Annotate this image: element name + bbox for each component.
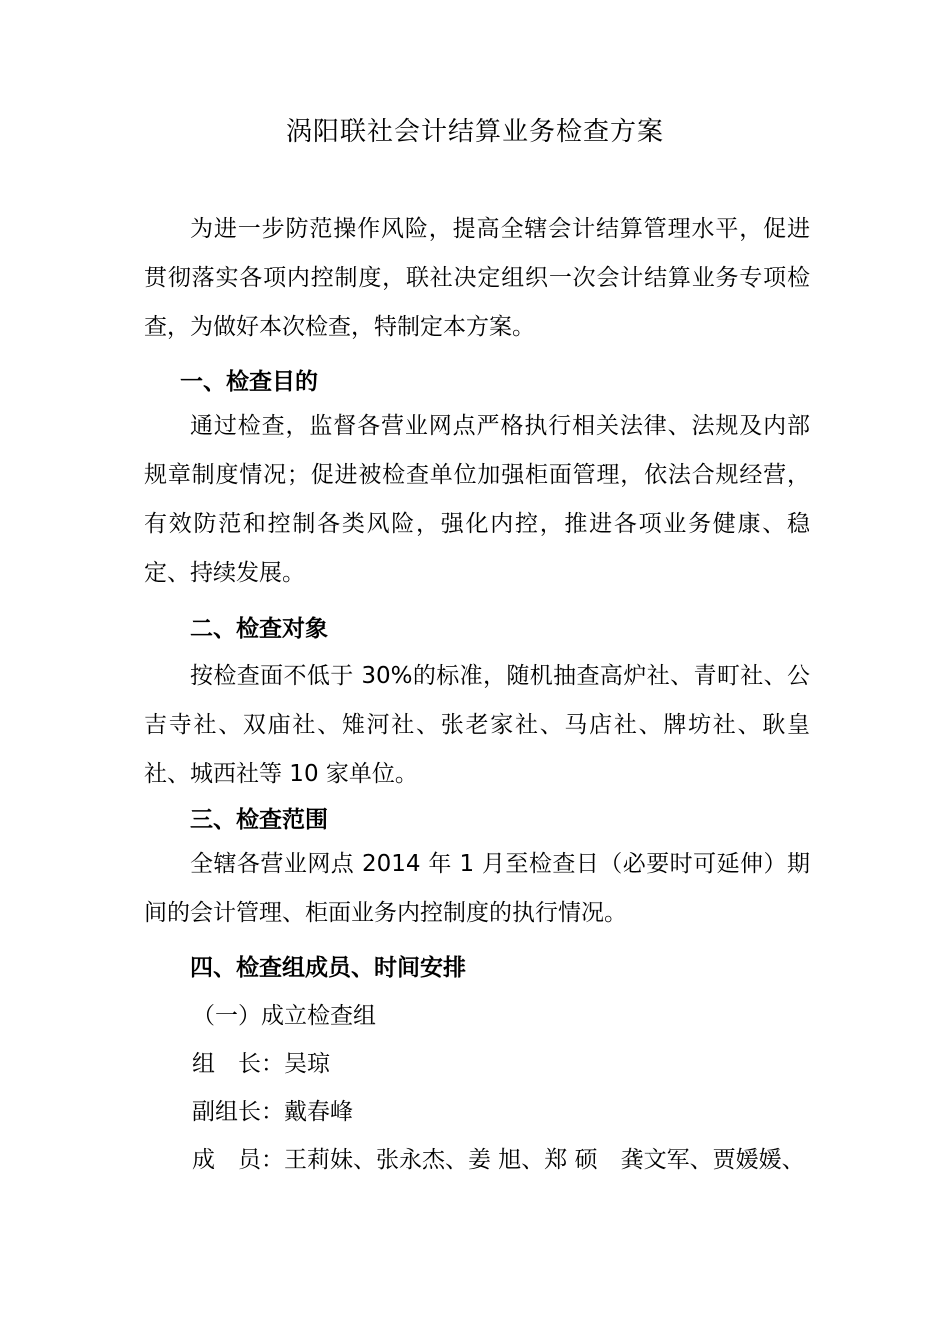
member-role-deputy: 副组长： bbox=[192, 1099, 284, 1125]
member-line-deputy bbox=[192, 1094, 812, 1130]
subheading-form-team: （一）成立检查组 bbox=[192, 1003, 376, 1029]
member-role-leader: 组 长： bbox=[192, 1051, 284, 1077]
section-heading-scope: 三、检查范围 bbox=[190, 807, 328, 833]
member-line-leader bbox=[192, 1046, 812, 1082]
member-names-members: 王莉妹、张永杰、姜 旭、郑 硕 龚文军、贾媛媛、 bbox=[284, 1147, 805, 1173]
document-title: 涡阳联社会计结算业务检查方案 bbox=[285, 117, 664, 147]
member-names-deputy: 戴春峰 bbox=[284, 1099, 353, 1125]
section-body-scope: 全辖各营业网点 2014 年 1 月至检查日（必要时可延伸）期间的会计管理、柜面业务内控制度的执行情况。 bbox=[144, 851, 810, 926]
member-line-members bbox=[192, 1142, 812, 1178]
intro-paragraph: 为进一步防范操作风险，提高全辖会计结算管理水平，促进贯彻落实各项内控制度，联社决定组织一次会计结算业务专项检查，为做好本次检查，特制定本方案。 bbox=[144, 216, 810, 340]
section-body-purpose: 通过检查，监督各营业网点严格执行相关法律、法规及内部规章制度情况；促进被检查单位加强柜面管理，依法合规经营，有效防范和控制各类风险，强化内控，推进各项业务健康、稳定、持续发展。 bbox=[144, 413, 810, 586]
member-role-members: 成 员： bbox=[192, 1147, 284, 1173]
section-heading-targets: 二、检查对象 bbox=[190, 616, 328, 642]
section-body-targets: 按检查面不低于 30%的标准，随机抽查高炉社、青町社、公吉寺社、双庙社、雉河社、张老家社、马店社、牌坊社、耿皇社、城西社等 10 家单位。 bbox=[144, 663, 810, 787]
section-heading-team-schedule: 四、检查组成员、时间安排 bbox=[190, 955, 466, 981]
member-names-leader: 吴琼 bbox=[284, 1051, 330, 1077]
section-heading-purpose: 一、检查目的 bbox=[180, 369, 318, 395]
